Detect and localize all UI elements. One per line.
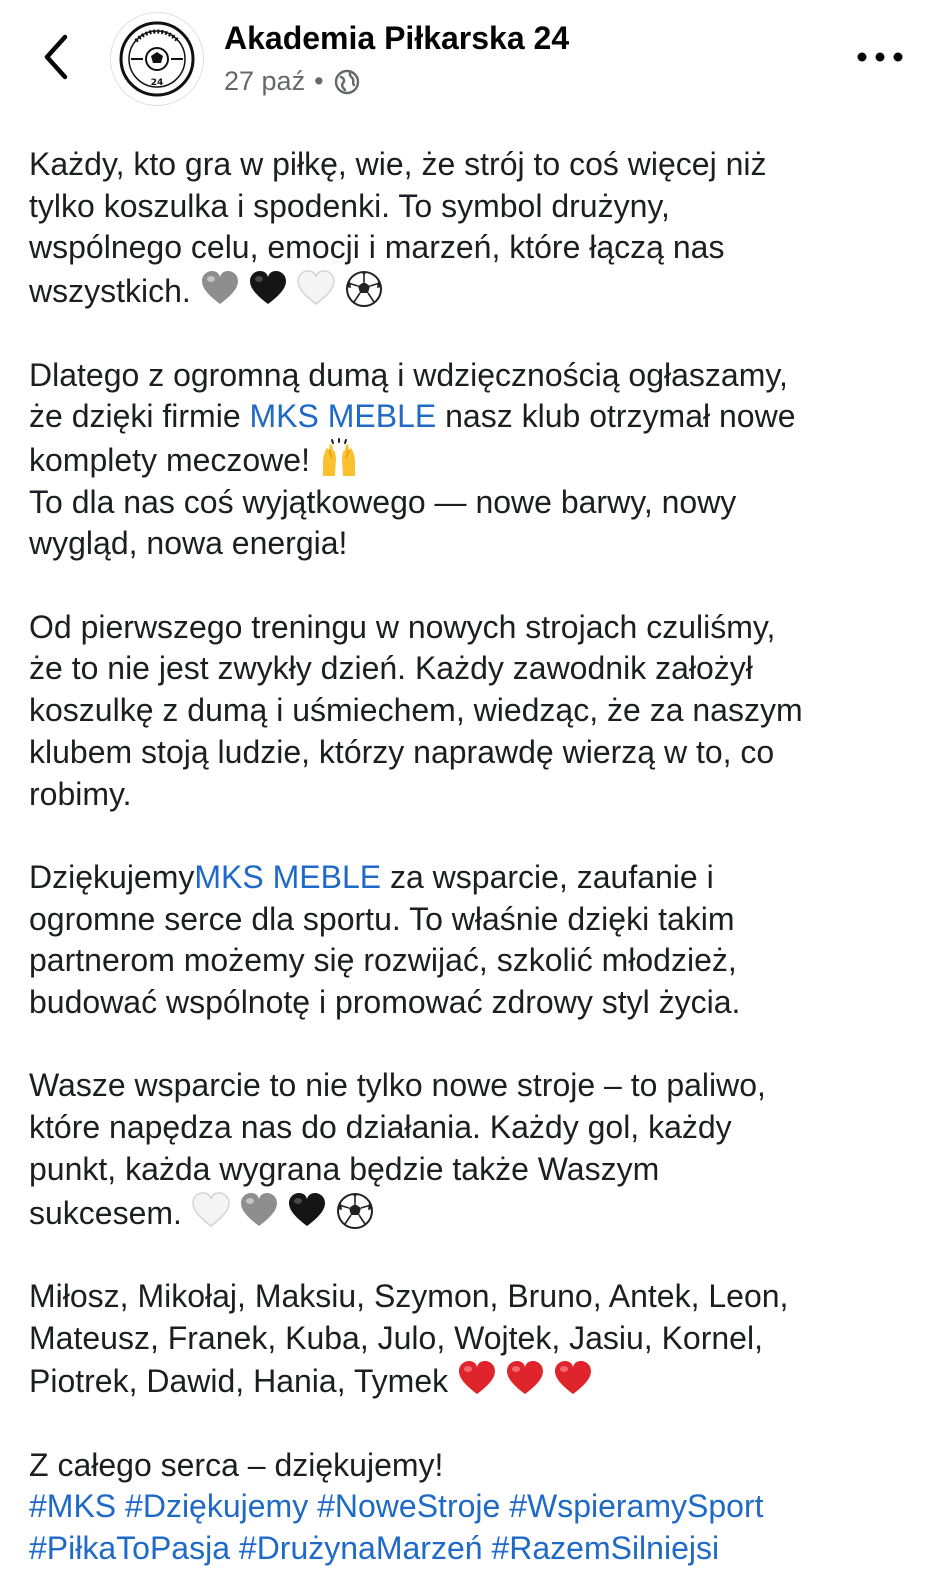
text-line: Od pierwszego treningu w nowych strojach czuliśmy, xyxy=(29,608,776,645)
post-paragraph-6 xyxy=(29,1276,919,1403)
meta-separator: • xyxy=(314,66,324,96)
globe-icon[interactable] xyxy=(333,68,361,96)
text-segment: nasz klub otrzymał nowe xyxy=(436,398,796,435)
mks-meble-link[interactable]: MKS MEBLE xyxy=(249,398,437,435)
red-heart-emoji xyxy=(457,1359,497,1399)
post-date[interactable]: 27 paź xyxy=(224,66,306,96)
hashtag-pilkatopasja[interactable]: #PiłkaToPasja xyxy=(29,1530,230,1567)
text-segment: Dziękujemy xyxy=(29,858,195,895)
text-line: ogromne serce dla sportu. To właśnie dzięki takim xyxy=(29,900,735,937)
text-segment: za wsparcie, zaufanie i xyxy=(381,858,714,895)
post-paragraph-1 xyxy=(29,144,919,313)
hashtag-line xyxy=(29,1486,919,1528)
text-line: Wasze wsparcie to nie tylko nowe stroje – to paliwo, xyxy=(29,1067,766,1104)
soccer-ball-emoji xyxy=(335,1191,375,1231)
back-button[interactable] xyxy=(30,28,82,90)
grey-heart-emoji xyxy=(239,1191,279,1231)
text-line-with-emoji xyxy=(29,1359,919,1403)
text-line-with-emoji xyxy=(29,1191,919,1235)
page-name[interactable]: Akademia Piłkarska 24 xyxy=(224,20,570,56)
text-segment: sukcesem. xyxy=(29,1194,182,1231)
text-line: robimy. xyxy=(29,775,132,812)
grey-heart-emoji xyxy=(200,269,240,309)
hashtag-dziekujemy[interactable]: #Dziękujemy xyxy=(125,1488,309,1525)
text-line: Z całego serca – dziękujemy! xyxy=(29,1446,444,1483)
text-line: tylko koszulka i spodenki. To symbol drużyny, xyxy=(29,187,670,224)
white-heart-emoji xyxy=(296,269,336,309)
text-line: Każdy, kto gra w piłkę, wie, że strój to coś więcej niż xyxy=(29,146,767,182)
red-heart-emoji xyxy=(553,1359,593,1399)
more-options-button[interactable] xyxy=(850,42,910,76)
text-line: koszulkę z dumą i uśmiechem, wiedząc, że za naszym xyxy=(29,692,803,729)
post-text xyxy=(29,144,919,1570)
text-line: Dlatego z ogromną dumą i wdzięcznością ogłaszamy, xyxy=(29,356,788,393)
text-line-with-link xyxy=(29,857,919,899)
text-line: partnerom możemy się rozwijać, szkolić młodzież, xyxy=(29,942,737,979)
text-segment: Piotrek, Dawid, Hania, Tymek xyxy=(29,1363,449,1400)
page-avatar[interactable] xyxy=(110,12,204,106)
hashtag-wspieramysport[interactable]: #WspieramySport xyxy=(509,1488,764,1525)
post-meta xyxy=(224,66,361,97)
text-segment: że dzięki firmie xyxy=(29,398,250,435)
hashtag-mks[interactable]: #MKS xyxy=(29,1488,117,1525)
text-segment: wszystkich. xyxy=(29,273,191,310)
chevron-left-icon xyxy=(41,33,71,86)
text-line: Miłosz, Mikołaj, Maksiu, Szymon, Bruno, Antek, Leon, xyxy=(29,1277,789,1314)
text-line-with-emoji xyxy=(29,438,919,482)
svg-text:24: 24 xyxy=(150,78,164,88)
text-line: Mateusz, Franek, Kuba, Julo, Wojtek, Jasiu, Kornel, xyxy=(29,1319,763,1356)
text-line: To dla nas coś wyjątkowego — nowe barwy, nowy xyxy=(29,483,737,520)
text-segment: komplety meczowe! xyxy=(29,441,310,478)
black-heart-emoji xyxy=(287,1191,327,1231)
hashtag-druzynamarzen[interactable]: #DrużynaMarzeń xyxy=(238,1530,483,1567)
black-heart-emoji xyxy=(248,269,288,309)
soccer-ball-emoji xyxy=(344,269,384,309)
text-line-with-emoji xyxy=(29,269,919,313)
white-heart-emoji xyxy=(191,1191,231,1231)
red-heart-emoji xyxy=(505,1359,545,1399)
club-logo xyxy=(117,19,197,99)
text-line: klubem stoją ludzie, którzy naprawdę wierzą w to, co xyxy=(29,733,775,770)
text-line: wspólnego celu, emocji i marzeń, które łączą nas xyxy=(29,229,725,266)
post-paragraph-2 xyxy=(29,355,919,566)
post-header xyxy=(0,0,942,120)
text-line: budować wspólnotę i promować zdrowy styl życia. xyxy=(29,984,741,1021)
post-paragraph-3 xyxy=(29,607,919,816)
hashtag-nowestroje[interactable]: #NoweStroje xyxy=(317,1488,501,1525)
hashtag-line xyxy=(29,1528,919,1570)
text-line: że to nie jest zwykły dzień. Każdy zawodnik założył xyxy=(29,650,753,687)
post-paragraph-7 xyxy=(29,1445,919,1570)
hashtag-razemsilniejsi[interactable]: #RazemSilniejsi xyxy=(491,1530,720,1567)
raising-hands-emoji xyxy=(319,438,359,478)
more-horizontal-icon xyxy=(856,50,904,68)
text-line-with-link xyxy=(29,396,919,438)
text-line: wygląd, nowa energia! xyxy=(29,525,348,562)
post-paragraph-5 xyxy=(29,1065,919,1234)
text-line: które napędza nas do działania. Każdy gol, każdy xyxy=(29,1109,732,1146)
post-paragraph-4 xyxy=(29,857,919,1024)
mks-meble-link[interactable]: MKS MEBLE xyxy=(194,858,382,895)
text-line: punkt, każda wygrana będzie także Waszym xyxy=(29,1150,660,1187)
